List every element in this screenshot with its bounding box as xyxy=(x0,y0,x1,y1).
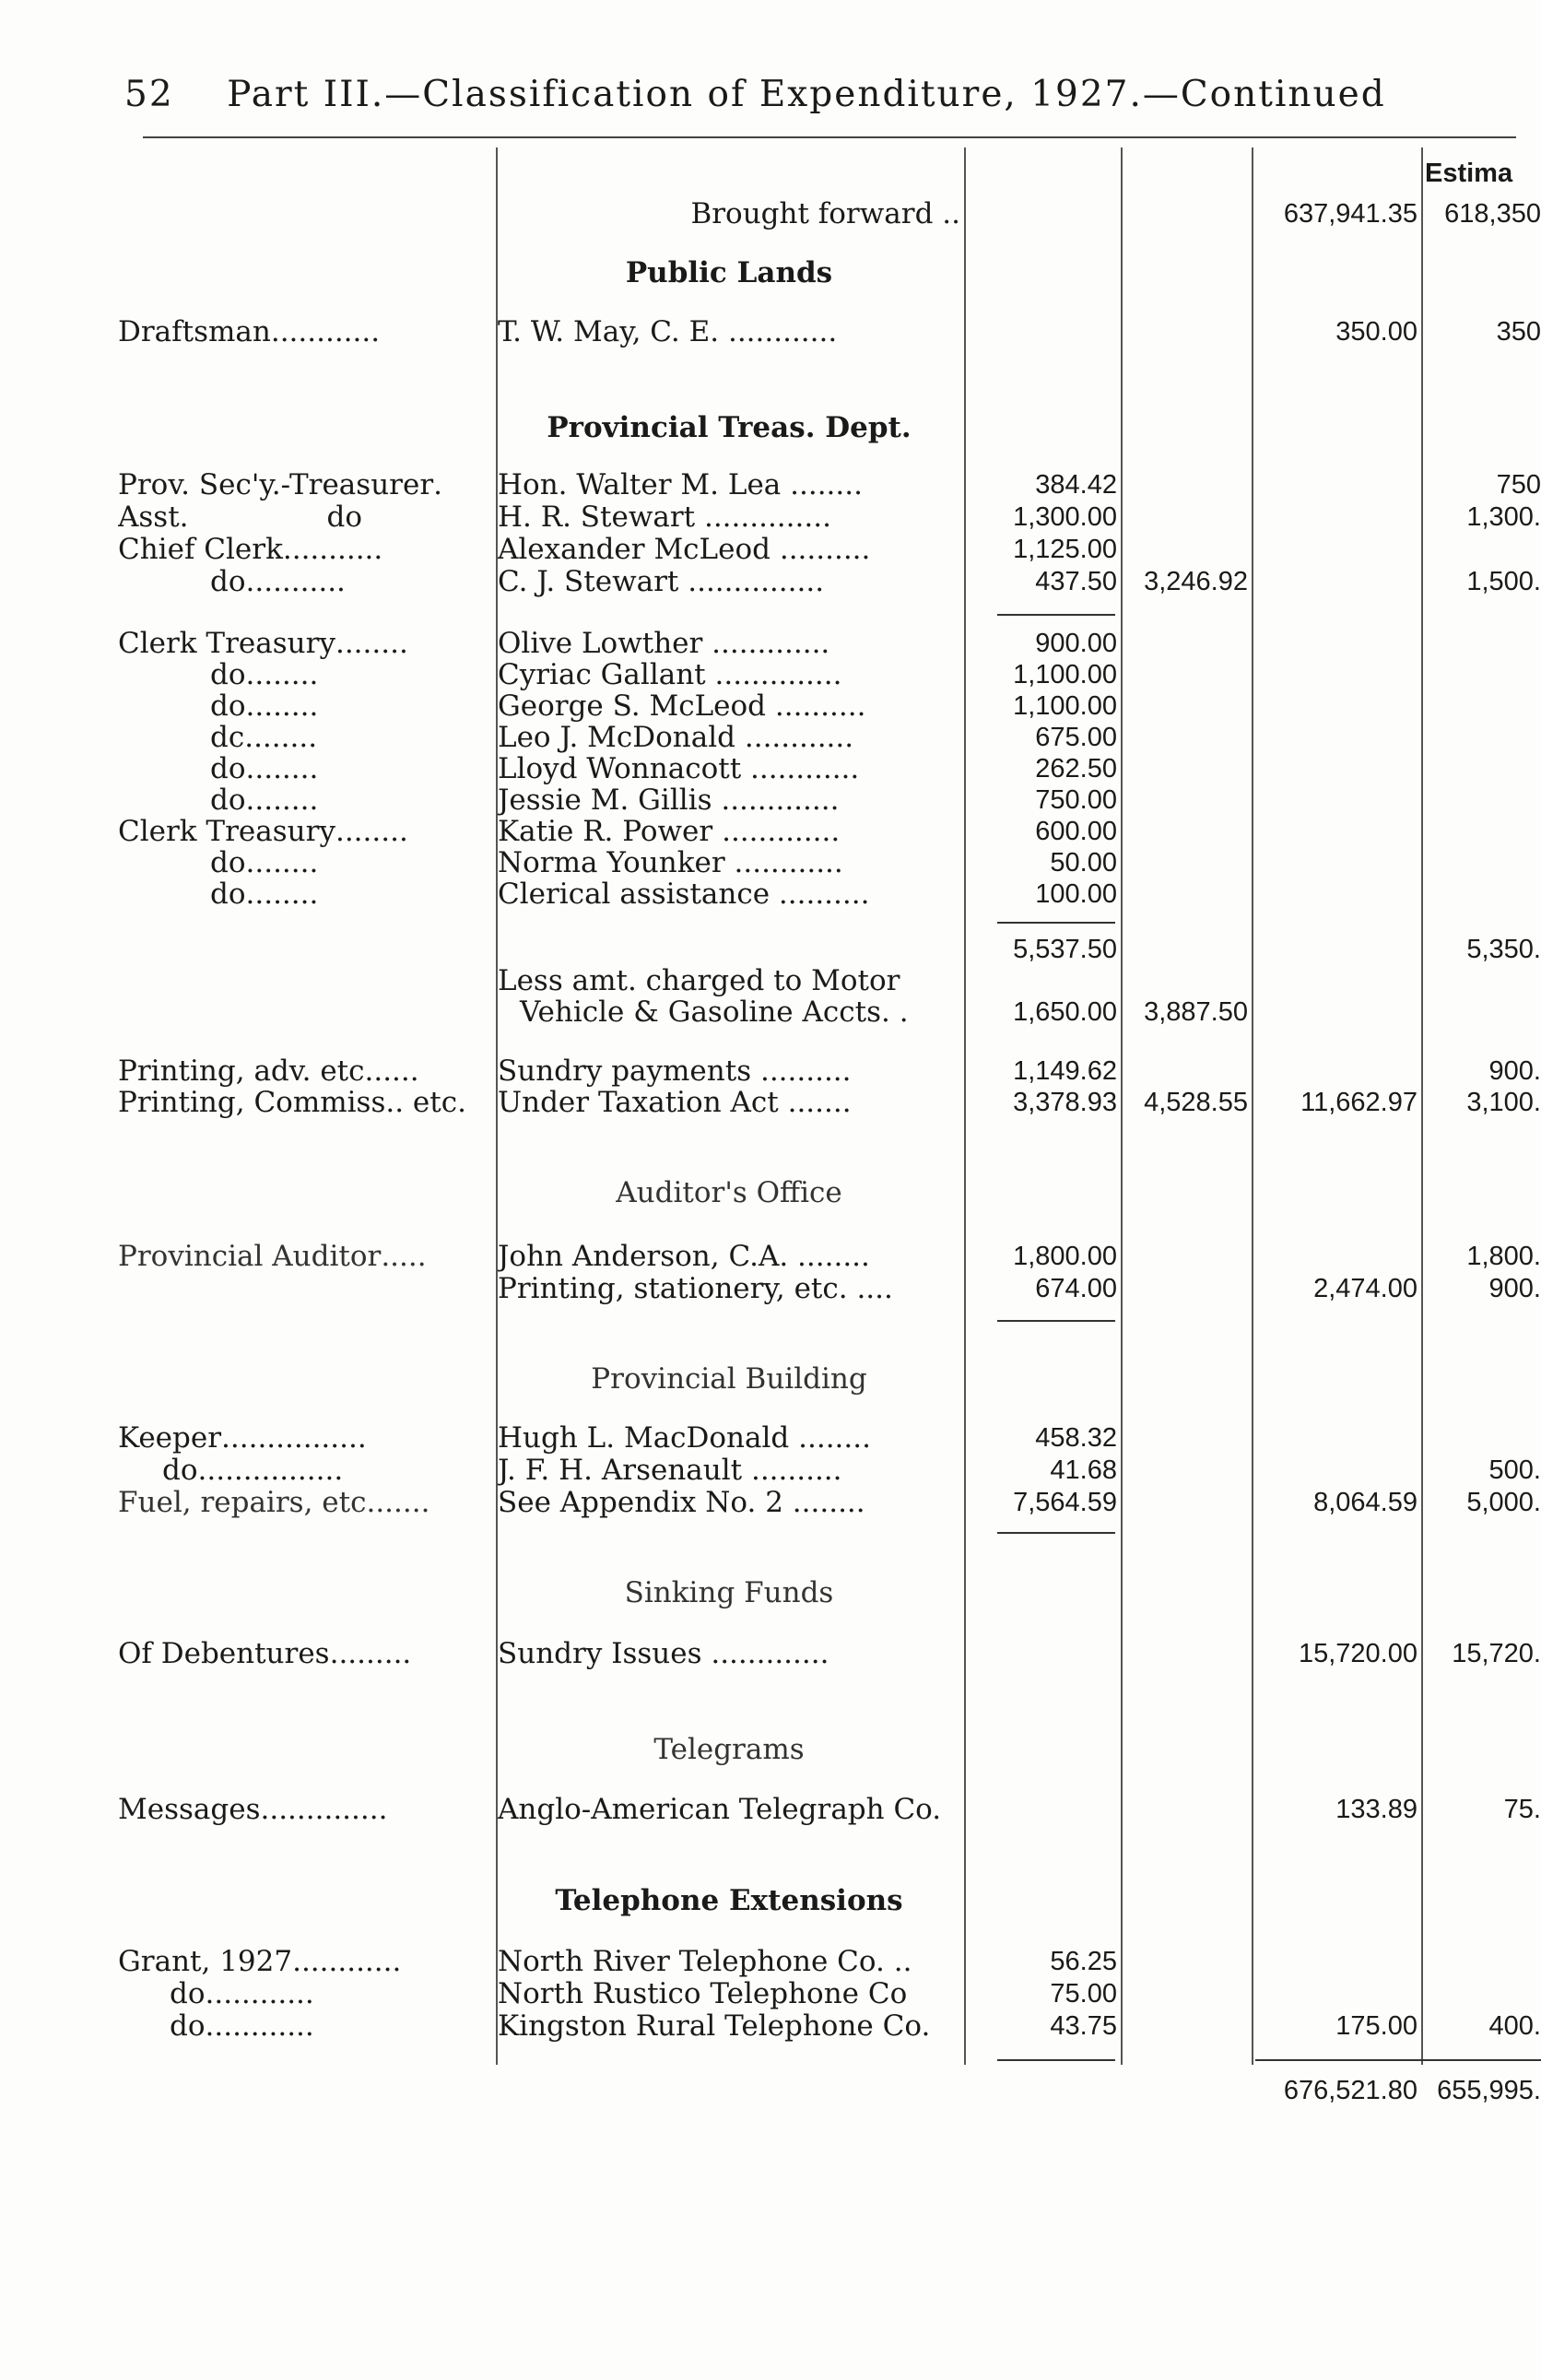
page-title: Part III.—Classification of Expenditure, 1927.—Continued xyxy=(227,74,1386,115)
table-row xyxy=(0,468,1541,501)
sum-rule xyxy=(997,614,1115,616)
payee-cell: C. J. Stewart ............... xyxy=(498,565,825,598)
payee-cell: H. R. Stewart .............. xyxy=(498,501,831,534)
payee-cell: See Appendix No. 2 ........ xyxy=(498,1486,865,1519)
section-title: Telephone Extensions xyxy=(555,1884,903,1917)
amount-cell: 1,100.00 xyxy=(1013,691,1117,721)
table-row xyxy=(0,2009,1541,2043)
sum-rule xyxy=(997,1320,1115,1322)
sum-rule xyxy=(997,2059,1115,2061)
estimate-cell: 900. xyxy=(1488,1274,1541,1303)
amount-cell: 750.00 xyxy=(1035,785,1117,815)
payee-cell: Cyriac Gallant .............. xyxy=(498,658,842,691)
service-cell: Clerk Treasury........ xyxy=(118,815,408,848)
table-row xyxy=(0,565,1541,598)
table-row xyxy=(0,1086,1541,1119)
estimate-cell: 500. xyxy=(1488,1455,1541,1485)
section-title: Provincial Treas. Dept. xyxy=(547,411,912,444)
service-cell: Chief Clerk........... xyxy=(118,533,383,566)
estimate-cell: 75. xyxy=(1503,1795,1541,1824)
service-cell: Messages.............. xyxy=(118,1793,388,1826)
page-header xyxy=(124,74,1415,115)
table-row xyxy=(0,1793,1541,1826)
service-cell: Asst. do xyxy=(118,501,363,534)
service-cell: Keeper................ xyxy=(118,1421,367,1455)
table-row xyxy=(0,533,1541,566)
service-cell: Printing, adv. etc...... xyxy=(118,1055,419,1088)
payee-cell: Sundry payments .......... xyxy=(498,1055,852,1088)
service-cell: do................ xyxy=(162,1454,344,1487)
table-row xyxy=(0,878,1541,911)
table-row xyxy=(0,964,1541,997)
payee-cell: Less amt. charged to Motor xyxy=(498,964,900,997)
payee-cell: George S. McLeod .......... xyxy=(498,689,866,723)
payee-cell: John Anderson, C.A. ........ xyxy=(498,1240,870,1273)
table-row xyxy=(0,933,1541,966)
total-cell: 133.89 xyxy=(1335,1795,1417,1824)
sum-rule xyxy=(997,922,1115,924)
grand-total-cell: 676,521.80 xyxy=(1283,2076,1417,2105)
table-row xyxy=(0,1637,1541,1670)
sum-rule xyxy=(1255,2059,1541,2061)
total-cell: 2,474.00 xyxy=(1313,1274,1417,1303)
estimate-cell: 900. xyxy=(1488,1056,1541,1086)
payee-cell: Leo J. McDonald ............ xyxy=(498,721,854,754)
amount-cell: 1,650.00 xyxy=(1013,997,1117,1027)
amount-cell: 1,100.00 xyxy=(1013,660,1117,689)
service-cell: Draftsman............ xyxy=(118,315,381,348)
brought-forward-row xyxy=(0,197,1541,230)
amount-cell: 41.68 xyxy=(1050,1455,1117,1485)
amount-cell: 675.00 xyxy=(1035,723,1117,752)
amount-cell: 56.25 xyxy=(1050,1947,1117,1976)
estimate-cell: 400. xyxy=(1488,2011,1541,2041)
table-row xyxy=(0,1055,1541,1088)
section-title: Provincial Building xyxy=(591,1362,867,1396)
service-cell: Fuel, repairs, etc....... xyxy=(118,1486,430,1519)
payee-cell: Under Taxation Act ....... xyxy=(498,1086,852,1119)
estimate-cell: 1,800. xyxy=(1466,1242,1541,1271)
payee-cell: Katie R. Power ............. xyxy=(498,815,841,848)
service-cell: do........ xyxy=(210,784,319,817)
table-row xyxy=(0,846,1541,879)
payee-cell: J. F. H. Arsenault .......... xyxy=(498,1454,842,1487)
section-title: Telegrams xyxy=(653,1733,805,1766)
amount-cell: 3,378.93 xyxy=(1013,1088,1117,1117)
payee-cell: Kingston Rural Telephone Co. xyxy=(498,2009,931,2043)
service-cell: do........ xyxy=(210,752,319,785)
service-cell: do............ xyxy=(170,1977,314,2010)
header-rule xyxy=(143,136,1516,138)
service-cell: do............ xyxy=(170,2009,314,2043)
service-cell: Provincial Auditor..... xyxy=(118,1240,427,1273)
section-title: Sinking Funds xyxy=(624,1576,834,1609)
brought-forward-total: 637,941.35 xyxy=(1283,199,1417,229)
estimate-heading: Estima xyxy=(1425,159,1513,188)
payee-cell: Clerical assistance .......... xyxy=(498,878,870,911)
payee-cell: Norma Younker ............ xyxy=(498,846,843,879)
estimate-cell: 15,720. xyxy=(1452,1639,1541,1668)
amount-cell: 7,564.59 xyxy=(1013,1488,1117,1517)
estimate-cell: 5,350. xyxy=(1466,935,1541,964)
service-cell: Printing, Commiss.. etc. xyxy=(118,1086,466,1119)
estimate-cell: 1,500. xyxy=(1466,567,1541,596)
payee-cell: North River Telephone Co. .. xyxy=(498,1945,912,1978)
service-cell: do........ xyxy=(210,878,319,911)
amount-cell: 1,800.00 xyxy=(1013,1242,1117,1271)
estimate-cell: 1,300. xyxy=(1466,502,1541,532)
total-cell: 11,662.97 xyxy=(1300,1088,1417,1117)
payee-cell: Hon. Walter M. Lea ........ xyxy=(498,468,863,501)
service-cell: Prov. Sec'y.-Treasurer. xyxy=(118,468,443,501)
estimate-cell: 5,000. xyxy=(1466,1488,1541,1517)
sum-rule xyxy=(997,1532,1115,1534)
amount-cell: 50.00 xyxy=(1050,848,1117,878)
payee-cell: Vehicle & Gasoline Accts. . xyxy=(520,996,909,1029)
table-row xyxy=(0,1421,1541,1455)
section-title: Auditor's Office xyxy=(616,1176,842,1209)
payee-cell: Hugh L. MacDonald ........ xyxy=(498,1421,871,1455)
service-cell: do........... xyxy=(210,565,346,598)
table-row xyxy=(0,1486,1541,1519)
table-row xyxy=(0,1454,1541,1487)
table-row xyxy=(0,1945,1541,1978)
amount-cell: 1,300.00 xyxy=(1013,502,1117,532)
table-row xyxy=(0,627,1541,660)
service-cell: Grant, 1927............ xyxy=(118,1945,402,1978)
subtotal-cell: 3,887.50 xyxy=(1144,997,1248,1027)
service-cell: do........ xyxy=(210,689,319,723)
table-row xyxy=(0,721,1541,754)
ditto-mark: do xyxy=(326,501,363,534)
table-row xyxy=(0,658,1541,691)
total-cell: 8,064.59 xyxy=(1313,1488,1417,1517)
table-row xyxy=(0,1240,1541,1273)
grand-total-row xyxy=(0,2074,1541,2107)
subtotal-cell: 3,246.92 xyxy=(1144,567,1248,596)
payee-cell: Lloyd Wonnacott ............ xyxy=(498,752,860,785)
service-cell: do........ xyxy=(210,658,319,691)
amount-cell: 674.00 xyxy=(1035,1274,1117,1303)
payee-cell: Anglo-American Telegraph Co. xyxy=(498,1793,942,1826)
table-row xyxy=(0,752,1541,785)
table-row xyxy=(0,1977,1541,2010)
grand-total-estimate: 655,995. xyxy=(1437,2076,1541,2105)
service-cell: do........ xyxy=(210,846,319,879)
total-cell: 350.00 xyxy=(1335,317,1417,347)
brought-forward-estimate: 618,350 xyxy=(1444,199,1541,229)
amount-cell: 384.42 xyxy=(1035,470,1117,500)
amount-cell: 1,125.00 xyxy=(1013,535,1117,564)
table-row xyxy=(0,501,1541,534)
table-row xyxy=(0,315,1541,348)
subtotal-cell: 4,528.55 xyxy=(1144,1088,1248,1117)
amount-cell: 262.50 xyxy=(1035,754,1117,784)
amount-cell: 5,537.50 xyxy=(1013,935,1117,964)
service-cell: Clerk Treasury........ xyxy=(118,627,408,660)
estimate-cell: 350 xyxy=(1496,317,1541,347)
table-row xyxy=(0,689,1541,723)
page-number: 52 xyxy=(124,74,174,115)
estimate-cell: 750 xyxy=(1496,470,1541,500)
payee-cell: Sundry Issues ............. xyxy=(498,1637,829,1670)
amount-cell: 43.75 xyxy=(1050,2011,1117,2041)
payee-cell: Alexander McLeod .......... xyxy=(498,533,871,566)
total-cell: 175.00 xyxy=(1335,2011,1417,2041)
table-row xyxy=(0,1272,1541,1305)
payee-cell: Olive Lowther ............. xyxy=(498,627,830,660)
amount-cell: 75.00 xyxy=(1050,1979,1117,2009)
payee-cell: North Rustico Telephone Co xyxy=(498,1977,908,2010)
table-row xyxy=(0,815,1541,848)
amount-cell: 437.50 xyxy=(1035,567,1117,596)
estimate-cell: 3,100. xyxy=(1466,1088,1541,1117)
payee-cell: Printing, stationery, etc. .... xyxy=(498,1272,893,1305)
total-cell: 15,720.00 xyxy=(1298,1639,1417,1668)
section-title: Public Lands xyxy=(625,256,833,289)
table-row xyxy=(0,784,1541,817)
service-cell: Of Debentures......... xyxy=(118,1637,412,1670)
amount-cell: 1,149.62 xyxy=(1013,1056,1117,1086)
amount-cell: 600.00 xyxy=(1035,817,1117,846)
table-row xyxy=(0,996,1541,1029)
amount-cell: 100.00 xyxy=(1035,879,1117,909)
payee-cell: Jessie M. Gillis ............. xyxy=(498,784,840,817)
amount-cell: 458.32 xyxy=(1035,1423,1117,1453)
amount-cell: 900.00 xyxy=(1035,629,1117,658)
brought-forward-label: Brought forward .. xyxy=(690,197,960,230)
service-cell: dc........ xyxy=(210,721,318,754)
payee-cell: T. W. May, C. E. ............ xyxy=(498,315,838,348)
